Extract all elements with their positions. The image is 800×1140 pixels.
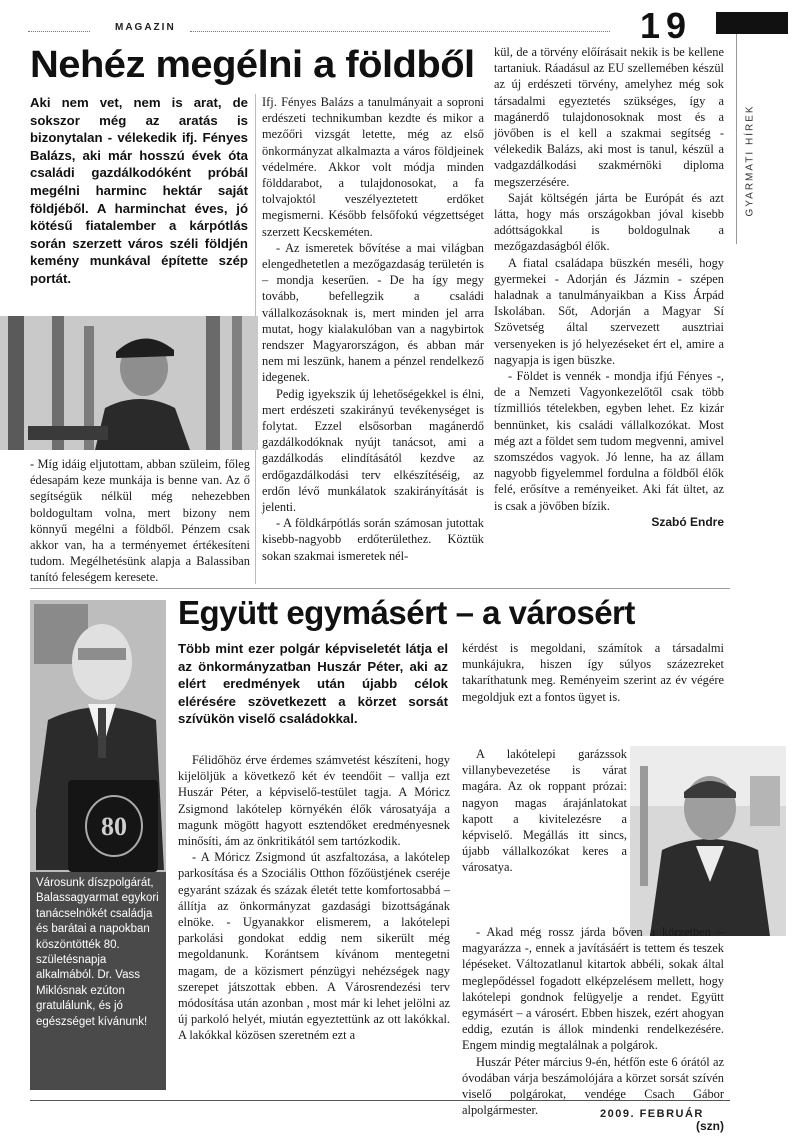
photo-huszar-illustration xyxy=(630,746,786,936)
article1-title: Nehéz megélni a földből xyxy=(30,44,475,86)
article-separator xyxy=(30,588,730,589)
paragraph: Huszár Péter március 9-én, hétfőn este 6 órától az óvodában várja beszámolójára a körzet sorsát szívén viselő polgárokat, vendége Csach Gábor alpolgármester. xyxy=(462,1054,724,1118)
paragraph: - A földkárpótlás során számosan jutottak kisebb-nagyobb erdőterülethez. Köztük sokan szakmai ismeretek nél- xyxy=(262,516,484,563)
article2-column-2-middle xyxy=(462,746,627,876)
book-label: 80 xyxy=(101,812,127,841)
side-section-text: GYARMATI HÍREK xyxy=(744,104,756,217)
article2-column-2-bottom xyxy=(462,924,724,1135)
paragraph: - Míg idáig eljutottam, abban szüleim, főleg édesapám keze munkája is benne van. Az ő segítségük nélkül még nehezebben boldogultam volna, mert bizony nem könnyű megélni a földből. Pénzem csak akkor van, ha a terményemet értékesíteni tudom. Megélhetésünk alapja a Balassiban tanító feleségem keresete. xyxy=(30,457,250,585)
article1-lead: Aki nem vet, nem is arat, de sokszor még az aratás is bizonytalan - vélekedik ifj. Fényes Balázs, aki már hosszú évek óta családi gazdálkodóként próbál megélni harminc hektár saját földjéből. A harminchat éves, jó kötésű fiatalember a kárpótlás során szerzett város széli földjén kemény munkával építette szép portát. xyxy=(30,95,248,286)
paragraph: - Az ismeretek bővítése a mai világban elengedhetetlen a mezőgazdaság területén is – mondja keserűen. - De ha így megy tovább, befellegzik a családi vállalkozásoknak is, mert minden jel arra mutat, hogy kialakulóban van a nagybirtok rendszer Magyarországon, és abban már nem mi leszünk, hanem a pénzel rendelkező idegenek. xyxy=(262,240,484,385)
paragraph: kül, de a törvény előírásait nekik is be kellene tartaniuk. Ráadásul az EU szellemében készül az új erdészeti törvény, amelyhez még sok társadalmi egyeztetés szükséges, így a magánerdő tulajdonosoknak most és a jövőben is el kell a szakmai segítség - vélekedik Balázs, aki most is tanul, készül a vadgazdálkodási szakmérnöki diploma megszerzésére. xyxy=(494,45,724,189)
header-vertical-rule xyxy=(736,34,737,244)
article2-column-2-top xyxy=(462,640,724,705)
footer-rule xyxy=(30,1100,730,1101)
photo-farmer xyxy=(0,316,258,450)
article1-author: Szabó Endre xyxy=(651,514,724,529)
article2-column-1 xyxy=(178,752,450,1044)
paragraph: kérdést is megoldani, számítok a társadalmi munkájukra, hiszen így súlyos százezreket takaríthatunk meg. Reményeim szerint az év végére megoldjuk ezt a fontos ügyet is. xyxy=(462,641,724,704)
article2-author: (szn) xyxy=(696,1119,724,1134)
paragraph: - Földet is vennék - mondja ifjú Fényes -, de a Nemzeti Vagyonkezelőtől csak több tízmilliós tételekben, egyben lehet. Ez kizár bennünket, kis családi vállalkozókat. Most még azt a földet sem tudom megvenni, amivel szomszédos vagyok. Jó lenne, ha az állam nagyobb figyelemmel fordulna a földből élők felé, erősítve a reményeiket. Aki fát ültet, az is csak a jövőben bízik. xyxy=(494,369,724,513)
article1-column-1 xyxy=(30,456,250,586)
paragraph: A fiatal családapa büszkén meséli, hogy gyermekei - Adorján és Jázmin - szépen haladnak a tanulmányaikban a Kiss Árpád Iskolában. Sőt, Adorján a Magyar Sí Szövetség által szervezett ausztriai versenyeken is jó helyezéseket ért el, amire a nagyapja is igen büszke. xyxy=(494,255,724,367)
paragraph: - A Móricz Zsigmond út aszfaltozása, a lakótelep parkosítása és a Szociális Otthon főzőüstjének cseréje egyaránt százak és százak életét tette komfortosabbá – állítja az önkormányzat gazdasági bizottságának elnöke. - Ugyanakkor elismerem, a lakótelepi parkolási gondokat eddig nem sikerült még megoldanunk. Korántsem kívánom mentegetni magam, de a közismert pénzügyi nehézségek nagy szerepet játszottak ebben. A Városrendezési terv módosítása után azonban , most már ki lehet jelölni az új parkoló helyét, miután egyeztettünk az ott lakókkal. A lakókkal közösen szeretném ezt a xyxy=(178,850,450,1043)
photo-farmer-illustration xyxy=(0,316,258,450)
article2-lead: Több mint ezer polgár képviseletét látja el az önkormányzatban Huszár Péter, aki az elért eredmények után újabb célok elérésére szövetkezett a körzet sorsát szívükön viselő családokkal. xyxy=(178,641,448,727)
side-section-label xyxy=(740,95,756,245)
issue-date: 2009. FEBRUÁR xyxy=(600,1108,704,1120)
header-black-bar xyxy=(716,12,788,34)
header-rule-left xyxy=(28,31,90,32)
magazine-label: MAGAZIN xyxy=(115,22,176,33)
paragraph: A lakótelepi garázssok villanybevezetése is várat magára. Az ok roppant prózai: nagyon magas árajánlatokat kapott a kivitelezésre a képviselő. Megállás itt sincs, újabb vállalkozókat keres a városatya. xyxy=(462,747,627,875)
header-rule-middle xyxy=(190,31,610,32)
paragraph: Félidőhöz érve érdemes számvetést készíteni, hogy kijelöljük a következő két év teendőit – vallja ezt Huszár Péter, a képviselő-testület tagja. A Móricz Zsigmond lakótelep környékén élők városatyája a magunk mögött hagyott esztendőket eredményesnek minősíti, ám az önkritikától sem tartózkodik. xyxy=(178,753,450,849)
article1-column-2 xyxy=(262,94,484,564)
article1-column-3 xyxy=(494,44,724,530)
paragraph: - Akad még rossz járda bőven a körzetben – magyarázza -, ennek a javításáért is tettem és teszek lépéseket. Változatlanul kitartok abbéli, sokak által meglepődéssel fogadott elképzelésem mellett, hogy lakótelepi gondnok felügyelje a rendet. Együtt egymásért – a városért. Ebben hiszek, ezért ahogyan eddig, ezután is állok mindenki rendelkezésére. Engem mindig megtalálnak a polgárok. xyxy=(462,925,724,1053)
paragraph: Saját költségén járta be Európát és azt látta, hogy más országokban jóval kisebb adóttságokkal is boldogulnak a mezőgazdaságból élők. xyxy=(494,190,724,254)
article2-title: Együtt egymásért – a városért xyxy=(178,594,635,631)
page-number: 19 xyxy=(640,5,693,46)
paragraph: Pedig igyekszik új lehetőségekkel is élni, mert erdészeti szakirányú tevékenységet is folytat. Ezzel elsősorban magánerdő gazdálkodóknak nyújt tanácsot, ami a gazdálkodás elindításától kezdve az erdőgazdálkodási terv elkészítéséig, az erdőn lévő munkálatok szakirányítását is jelenti. xyxy=(262,386,484,515)
photo-huszar xyxy=(630,746,786,936)
paragraph: Ifj. Fényes Balázs a tanulmányait a soproni erdészeti technikumban kezdte és mikor a mezőőri vizsgát letette, még az első önkormányzat alkalmazta a város földjeinek védelmére. Akkor volt módja minden földdarabot, a tulajdonosokat, a fa tolvajoktól veszélyeztetett erdőket megismerni. Később felsőfokú végzettséget szerzett Kecskeméten. xyxy=(262,95,484,239)
photo-caption: Városunk díszpolgárát, Balassagyarmat egykori tanácselnökét családja és barátai a napokban köszöntötték 80. születésnapja alkalmából. Dr. Vass Miklósnak ezúton gratulálunk, és jó egészséget kívánunk! xyxy=(36,877,159,1028)
